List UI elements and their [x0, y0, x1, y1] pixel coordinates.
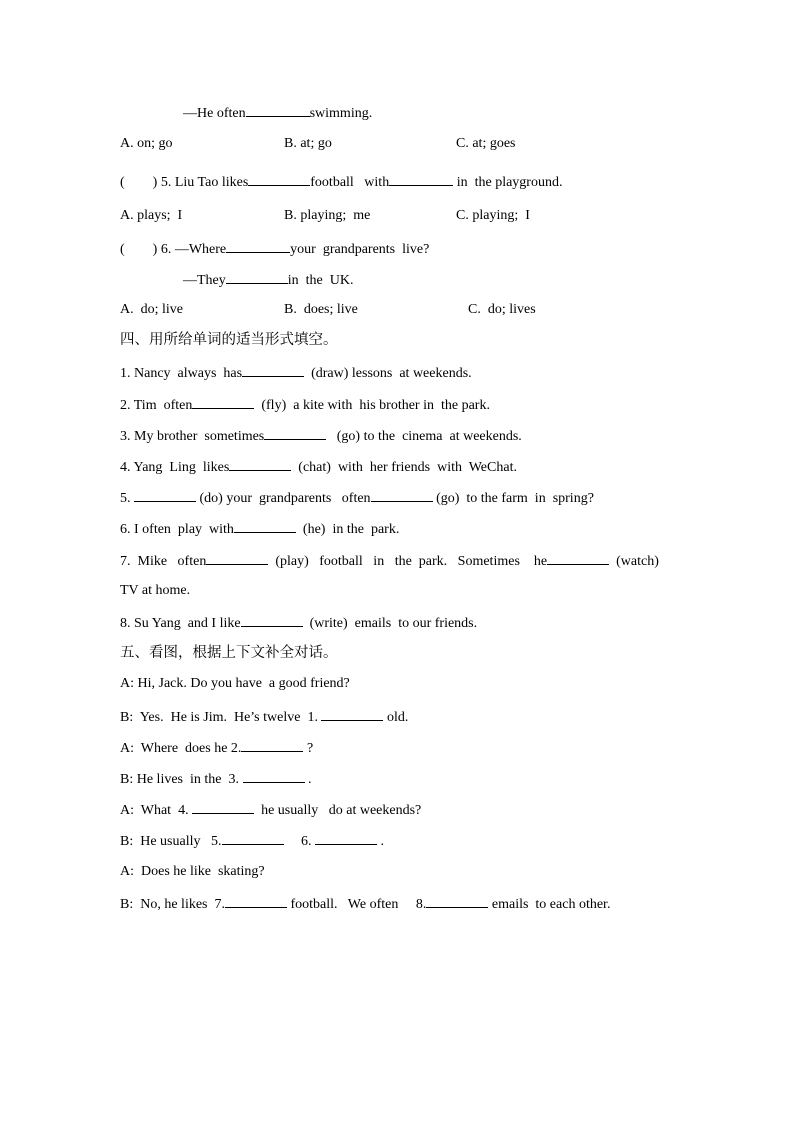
q6-option-a: A. do; live: [120, 302, 183, 317]
q6-option-c: C. do; lives: [468, 302, 536, 317]
answer-blank[interactable]: [264, 426, 326, 440]
dialog-line-7: A: Does he like skating?: [120, 864, 265, 879]
answer-blank[interactable]: [225, 894, 287, 908]
section5-heading: 五、看图，根据上下文补全对话。: [120, 645, 338, 661]
q5-option-b: B. playing; me: [284, 208, 371, 223]
answer-blank[interactable]: [242, 363, 304, 377]
q6-line: ( ) 6. —Where your grandparents live?: [120, 239, 429, 259]
answer-blank[interactable]: [206, 551, 268, 565]
q6-response-line: —They in the UK.: [183, 270, 353, 290]
dialog-line-3: A: Where does he 2. ?: [120, 738, 313, 758]
dialog-line-2: B: Yes. He is Jim. He’s twelve 1. old.: [120, 707, 408, 727]
answer-blank[interactable]: [226, 239, 290, 253]
answer-blank[interactable]: [243, 769, 305, 783]
answer-blank[interactable]: [389, 172, 453, 186]
answer-blank[interactable]: [234, 519, 296, 533]
s4-item-4: 4. Yang Ling likes (chat) with her friends with WeChat.: [120, 457, 517, 477]
s4-item-3: 3. My brother sometimes (go) to the cinema at weekends.: [120, 426, 522, 446]
answer-blank[interactable]: [547, 551, 609, 565]
dialog-line-1: A: Hi, Jack. Do you have a good friend?: [120, 676, 350, 691]
q4-option-a: A. on; go: [120, 136, 173, 151]
answer-blank[interactable]: [241, 613, 303, 627]
answer-blank[interactable]: [315, 831, 377, 845]
answer-blank[interactable]: [371, 488, 433, 502]
q5-option-a: A. plays; I: [120, 208, 183, 223]
s4-item-1: 1. Nancy always has (draw) lessons at weekends.: [120, 363, 472, 383]
s4-item-7: 7. Mike often (play) football in the park. Sometimes he (watch): [120, 551, 659, 571]
dialog-line-6: B: He usually 5. 6. .: [120, 831, 384, 851]
s4-item-8: 8. Su Yang and I like (write) emails to our friends.: [120, 613, 477, 633]
s4-item-7-cont: TV at home.: [120, 583, 191, 598]
answer-blank[interactable]: [192, 800, 254, 814]
answer-blank[interactable]: [241, 738, 303, 752]
answer-blank[interactable]: [248, 172, 310, 186]
answer-blank[interactable]: [229, 457, 291, 471]
q4-response-line: —He often swimming.: [183, 103, 372, 123]
answer-blank[interactable]: [426, 894, 488, 908]
q5-option-c: C. playing; I: [456, 208, 530, 223]
answer-blank[interactable]: [321, 707, 383, 721]
q4-option-b: B. at; go: [284, 136, 332, 151]
answer-blank[interactable]: [222, 831, 284, 845]
section4-heading: 四、用所给单词的适当形式填空。: [120, 332, 338, 348]
dialog-line-8: B: No, he likes 7. football. We often 8. emails to each other.: [120, 894, 610, 914]
answer-blank[interactable]: [192, 395, 254, 409]
answer-blank[interactable]: [246, 103, 310, 117]
answer-blank[interactable]: [134, 488, 196, 502]
q6-option-b: B. does; live: [284, 302, 358, 317]
q5-line: ( ) 5. Liu Tao likes football with in the playground.: [120, 172, 562, 192]
s4-item-2: 2. Tim often (fly) a kite with his brother in the park.: [120, 395, 490, 415]
dialog-line-5: A: What 4. he usually do at weekends?: [120, 800, 421, 820]
answer-blank[interactable]: [226, 270, 288, 284]
s4-item-6: 6. I often play with (he) in the park.: [120, 519, 399, 539]
dialog-line-4: B: He lives in the 3. .: [120, 769, 312, 789]
s4-item-5: 5. (do) your grandparents often (go) to the farm in spring?: [120, 488, 594, 508]
q4-option-c: C. at; goes: [456, 136, 516, 151]
